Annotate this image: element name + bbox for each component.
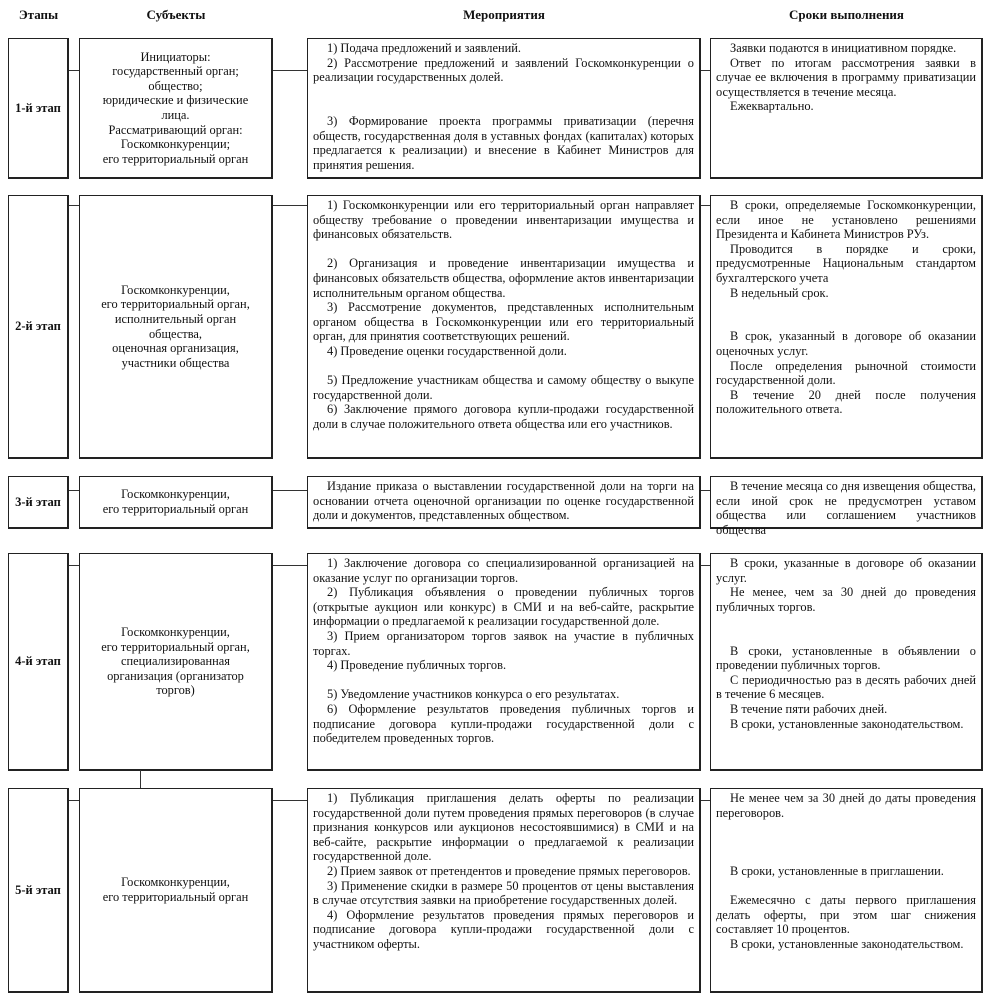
activities-item: 1) Подача предложений и заявлений. <box>327 41 521 55</box>
connector-line <box>701 800 710 801</box>
terms-item: Не менее чем за 30 дней до даты проведения переговоров. <box>716 791 976 820</box>
stage-label: 3-й этап <box>15 494 61 509</box>
connector-line <box>69 205 79 206</box>
terms-item <box>716 849 976 864</box>
activities-item: 2) Организация и проведение инвентаризации имущества и финансовых обязательств общества, оформление актов инвентаризации исполнительным органом общества. <box>313 256 694 300</box>
header-activities: Мероприятия <box>463 7 545 22</box>
connector-line <box>701 205 710 206</box>
connector-line <box>701 565 710 566</box>
header-subjects: Субъекты <box>146 7 206 22</box>
activities-item <box>313 673 694 688</box>
stage-box <box>8 553 69 771</box>
subjects-box <box>79 38 273 179</box>
terms-item <box>716 879 976 894</box>
header-terms: Сроки выполнения <box>789 7 904 22</box>
stage-label: 2-й этап <box>15 319 61 334</box>
activities-item: Издание приказа о выставлении государственной доли на торги на основании отчета оценочной организации по оценке государственной доли и документов, представленных обществом. <box>313 479 694 523</box>
activities-item <box>313 359 694 374</box>
activities-item: 3) Рассмотрение документов, представленных исполнительным органом общества в Госкомконкуренции или его территориальный орган, для принятия соответствующих решений. <box>313 300 694 344</box>
activities-item: 3) Формирование проекта программы приватизации (перечня обществ, государственная доля в уставных фондах (капиталах) которых предлагается к реализации) и внесение в Кабинет Министров для принятия решения. <box>313 113 694 172</box>
terms-item: В срок, указанный в договоре об оказании оценочных услуг. <box>716 329 976 358</box>
terms-item <box>716 315 976 330</box>
terms-item: Проводится в порядке и сроки, предусмотренные Национальным стандартом бухгалтерского учета <box>716 241 976 285</box>
terms-item: В сроки, определяемые Госкомконкуренции, если иное не установлено решениями Президента и Кабинета Министров РУз. <box>716 198 976 242</box>
activities-item: 6) Оформление результатов проведения публичных торгов и подписание договора купли-продажи государственной доли с победителем проведенных торгов. <box>313 701 694 746</box>
connector-line <box>273 205 307 206</box>
terms-item: Не менее, чем за 30 дней до проведения публичных торгов. <box>716 585 976 614</box>
activities-item: 4) Проведение оценки государственной доли. <box>327 343 567 358</box>
subjects-text: Госкомконкуренции, его территориальный орган, исполнительный орган общества, оценочная организация, участники общества <box>101 282 250 370</box>
terms-item: В течение 20 дней после получения положительного ответа. <box>716 387 976 417</box>
activities-item: 5) Предложение участникам общества и самому обществу о выкупе государственной доли. <box>313 373 694 402</box>
terms-item <box>716 629 976 644</box>
activities-box <box>307 476 701 529</box>
activities-item: 2) Публикация объявления о проведении публичных торгов (открытые аукцион или конкурс) в СМИ и на веб-сайте, раскрытие информации о предлагаемой к реализации государственной доле. <box>313 585 694 629</box>
subjects-box <box>79 788 273 993</box>
terms-box <box>710 476 983 537</box>
terms-item <box>716 300 976 315</box>
activities-box <box>307 788 701 993</box>
activities-item: 1) Госкомконкуренции или его территориальный орган направляет обществу требование о проведении инвентаризации имущества и финансовых обязательств. <box>313 198 694 242</box>
subjects-box <box>79 553 273 771</box>
connector-line <box>140 770 141 788</box>
terms-item: В течение пяти рабочих дней. <box>730 701 888 716</box>
connector-line <box>273 800 307 801</box>
activities-item: 1) Публикация приглашения делать оферты по реализации государственной доли путем проведения прямых переговоров (в случае признания конкурсов или аукционов несостоявшимися) в СМИ и на веб-сайте, раскрытие информации о предлагаемой к реализации государственной доле. <box>313 791 694 864</box>
stage-label: 5-й этап <box>15 882 61 897</box>
terms-item: Ежеквартально. <box>730 99 814 114</box>
subjects-text: Инициаторы: государственный орган; общество; юридические и физические лица. Рассматривающий орган: Госкомконкуренции; его территориальный орган <box>102 49 249 166</box>
activities-item: 1) Заключение договора со специализированной организацией на оказание услуг по организации торгов. <box>313 556 694 585</box>
activities-item: 3) Применение скидки в размере 50 процентов от цены выставления в случае отсутствия заявки на приобретение государственных долей. <box>313 878 694 908</box>
subjects-text: Госкомконкуренции, его территориальный орган <box>102 875 249 904</box>
activities-item: 3) Прием организатором торгов заявок на участие в публичных торгах. <box>313 628 694 658</box>
header-stages: Этапы <box>18 7 59 22</box>
terms-item <box>716 835 976 850</box>
activities-box <box>307 553 701 771</box>
activities-box <box>307 38 701 179</box>
terms-box <box>710 195 983 459</box>
connector-line <box>701 490 710 491</box>
activities-item: 2) Рассмотрение предложений и заявлений Госкомконкуренции о реализации государственных долей. <box>313 55 694 85</box>
stage-box <box>8 788 69 993</box>
connector-line <box>273 490 307 491</box>
activities-item <box>313 99 694 114</box>
activities-item: 2) Прием заявок от претендентов и проведение прямых переговоров. <box>327 863 691 878</box>
terms-item: В сроки, указанные в договоре об оказании услуг. <box>716 556 976 585</box>
terms-item: Ежемесячно с даты первого приглашения делать оферты, при этом шаг снижения составляет 10 процентов. <box>716 893 976 937</box>
activities-item: 5) Уведомление участников конкурса о его результатах. <box>327 687 620 702</box>
terms-box <box>710 788 983 993</box>
terms-item <box>716 820 976 835</box>
activities-item <box>313 242 694 257</box>
stage-label: 1-й этап <box>15 100 61 115</box>
subjects-text: Госкомконкуренции, его территориальный орган <box>102 487 249 516</box>
terms-item: Ответ по итогам рассмотрения заявки в случае ее включения в программу приватизации осуществляется в течение месяца. <box>716 55 976 99</box>
terms-item: С периодичностью раз в десять рабочих дней в течение 6 месяцев. <box>716 672 976 702</box>
activities-item <box>313 85 694 100</box>
terms-item: В сроки, установленные в приглашении. <box>730 863 944 878</box>
connector-line <box>69 800 79 801</box>
connector-line <box>69 490 79 491</box>
connector-line <box>701 70 710 71</box>
activities-item: 4) Оформление результатов проведения прямых переговоров и подписание договора купли-продажи государственной доли с участником оферты. <box>313 907 694 951</box>
stage-label: 4-й этап <box>15 654 61 669</box>
terms-item: В недельный срок. <box>730 285 829 300</box>
terms-item: В сроки, установленные законодательством. <box>730 716 964 731</box>
stage-box <box>8 476 69 529</box>
connector-line <box>273 565 307 566</box>
stage-box <box>8 195 69 459</box>
terms-item: В сроки, установленные в объявлении о проведении публичных торгов. <box>716 643 976 673</box>
activities-item: 4) Проведение публичных торгов. <box>327 658 507 673</box>
subjects-box <box>79 195 273 459</box>
connector-line <box>273 70 307 71</box>
activities-box <box>307 195 701 459</box>
terms-item <box>716 614 976 629</box>
terms-item: Заявки подаются в инициативном порядке. <box>730 41 957 55</box>
connector-line <box>69 70 79 71</box>
stage-box <box>8 38 69 179</box>
terms-item: В течение месяца со дня извещения общества, если иной срок не предусмотрен уставом общества или соглашением участников общества <box>716 479 976 537</box>
activities-item: 6) Заключение прямого договора купли-продажи государственной доли в случае положительного ответа общества или его участников. <box>313 402 694 431</box>
subjects-box <box>79 476 273 529</box>
terms-box <box>710 553 983 771</box>
terms-item: В сроки, установленные законодательством. <box>730 936 964 951</box>
terms-box <box>710 38 983 179</box>
subjects-text: Госкомконкуренции, его территориальный орган, специализированная организация (организатор торгов) <box>101 625 250 698</box>
terms-item: После определения рыночной стоимости государственной доли. <box>716 358 976 388</box>
connector-line <box>69 565 79 566</box>
